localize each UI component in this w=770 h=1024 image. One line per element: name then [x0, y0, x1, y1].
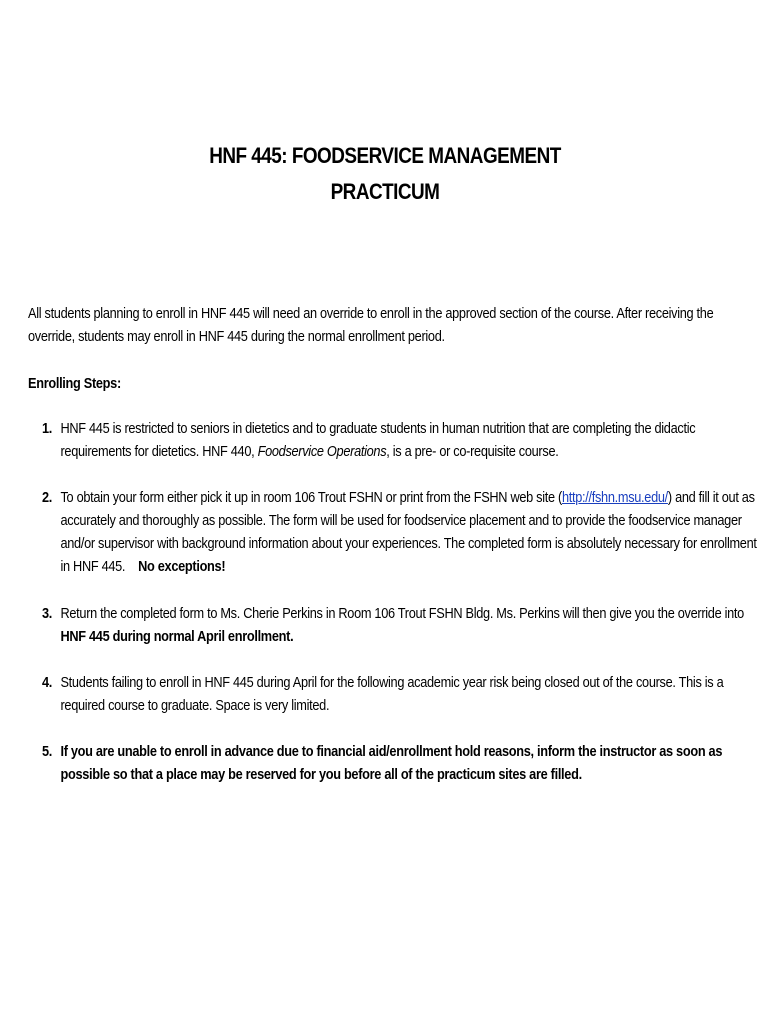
- course-title-italic: Foodservice Operations: [257, 444, 387, 460]
- step-number: 1.: [42, 421, 53, 437]
- step-body: [60, 672, 723, 718]
- step-line: and/or supervisor with background information about your experiences. The completed form is absolutely necessary for enrollment: [60, 536, 757, 552]
- step-text: in HNF 445.: [60, 559, 139, 575]
- step-number: 3.: [42, 606, 53, 622]
- step-line: [60, 487, 756, 510]
- step-line: HNF 445 is restricted to seniors in dietetics and to graduate students in human nutrition that are completing the didactic: [60, 421, 696, 437]
- step-line: Return the completed form to Ms. Cherie Perkins in Room 106 Trout FSHN Bldg. Ms. Perkins will then give you the override into: [60, 606, 744, 622]
- document-title-line-2: PRACTICUM: [330, 179, 440, 204]
- step-line: Students failing to enroll in HNF 445 during April for the following academic year risk being closed out of the course. This is a: [60, 675, 724, 691]
- fshn-website-link[interactable]: http://fshn.msu.edu/: [561, 490, 668, 506]
- step-number: 2.: [42, 490, 53, 506]
- step-number: 5.: [42, 744, 53, 760]
- step-body: [60, 741, 722, 787]
- step-text: ) and fill it out as: [667, 490, 755, 506]
- intro-paragraph: [28, 303, 713, 349]
- step-line: possible so that a place may be reserved for you before all of the practicum sites are filled.: [60, 767, 582, 783]
- enrolling-steps-heading: Enrolling Steps:: [28, 376, 121, 392]
- document-title-line-1: HNF 445: FOODSERVICE MANAGEMENT: [209, 143, 561, 168]
- step-body: [60, 418, 695, 464]
- step-body: [60, 603, 743, 649]
- no-exceptions-emphasis: No exceptions!: [138, 559, 226, 575]
- step-number: 4.: [42, 675, 53, 691]
- step-line: [60, 556, 756, 579]
- step-text: requirements for dietetics. HNF 440,: [60, 444, 258, 460]
- step-text: , is a pre- or co-requisite course.: [386, 444, 559, 460]
- intro-line: override, students may enroll in HNF 445 during the normal enrollment period.: [28, 329, 445, 345]
- step-body: [60, 487, 756, 579]
- step-line-bold: HNF 445 during normal April enrollment.: [60, 629, 294, 645]
- intro-line: All students planning to enroll in HNF 445 will need an override to enroll in the approved section of the course. After receiving the: [28, 306, 714, 322]
- step-line: required course to graduate. Space is very limited.: [60, 698, 330, 714]
- step-line: If you are unable to enroll in advance due to financial aid/enrollment hold reasons, inform the instructor as soon as: [60, 744, 723, 760]
- step-text: To obtain your form either pick it up in room 106 Trout FSHN or print from the FSHN web site (: [60, 490, 562, 506]
- step-line: [60, 441, 695, 464]
- step-line: accurately and thoroughly as possible. The form will be used for foodservice placement and to provide the foodservice manager: [60, 513, 742, 529]
